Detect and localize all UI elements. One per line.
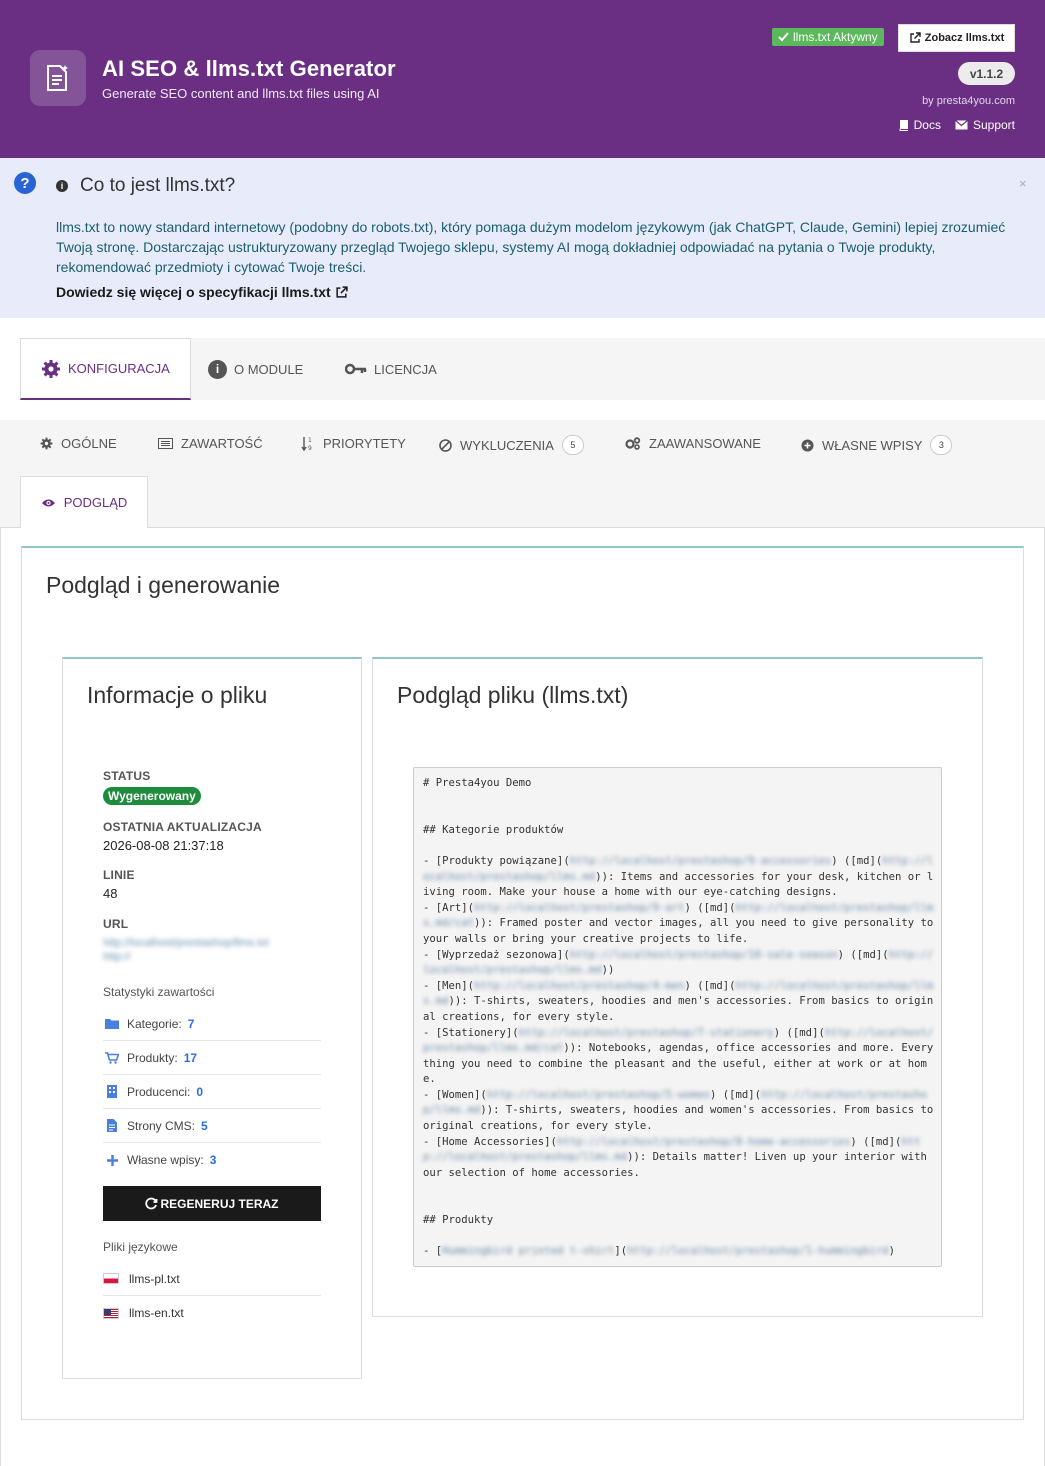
lang-file-en[interactable]	[103, 1296, 321, 1330]
version-badge: v1.1.2	[958, 62, 1015, 85]
llms-active-badge	[772, 28, 884, 46]
document-magic-icon	[44, 63, 72, 93]
regenerate-button[interactable]	[103, 1186, 321, 1221]
stat-produkty	[103, 1041, 321, 1075]
info-icon: i	[56, 180, 68, 192]
app-subtitle: Generate SEO content and llms.txt files using AI	[102, 86, 380, 101]
lines-value: 48	[103, 886, 118, 901]
list-icon	[158, 438, 173, 449]
regenerate-label: REGENERUJ TERAZ	[160, 1196, 279, 1211]
book-icon	[898, 119, 909, 131]
stat-producenci-label: Producenci:	[127, 1084, 191, 1099]
eye-icon	[41, 498, 56, 508]
svg-text:9: 9	[308, 445, 312, 451]
plus-circle-icon	[801, 439, 814, 452]
close-icon[interactable]: ×	[1019, 176, 1027, 191]
info-text: llms.txt to nowy standard internetowy (podobny do robots.txt), który pomaga dużym modelom językowym (jak ChatGPT, Claude, Gemini) lepiej zrozumieć Twoją stronę. Dostarczając ustrukturyzowany przegląd Twojego sklepu, systemy AI mogą dokładniej odpowiadać na pytania o Twoje produkty, rekomendować przedmioty i cytować Twoje treści.	[56, 219, 1006, 275]
cart-icon	[105, 1052, 119, 1064]
refresh-icon	[145, 1197, 158, 1210]
stat-produkty-label: Produkty:	[127, 1050, 178, 1065]
updated-label: OSTATNIA AKTUALIZACJA	[103, 820, 262, 834]
wlasne-wpisy-count: 3	[930, 435, 952, 455]
spec-link-label: Dowiedz się więcej o specyfikacji llms.txt	[56, 284, 331, 300]
tab-konfiguracja-label: KONFIGURACJA	[68, 361, 170, 376]
key-icon	[345, 363, 367, 375]
subtab-wykluczenia[interactable]	[439, 435, 584, 455]
stat-produkty-value: 17	[183, 1050, 198, 1065]
lang-file-pl[interactable]	[103, 1262, 321, 1296]
sub-tabs	[0, 420, 1045, 528]
stats-title: Statystyki zawartości	[103, 985, 215, 999]
file-icon	[107, 1119, 117, 1132]
subtab-zawartosc-label: ZAWARTOŚĆ	[181, 436, 263, 451]
wykluczenia-count: 5	[562, 435, 584, 455]
flag-pl-icon	[103, 1273, 119, 1284]
vendor-byline: by presta4you.com	[922, 95, 1015, 107]
plus-icon	[107, 1155, 118, 1166]
check-icon	[778, 32, 789, 42]
app-title: AI SEO & llms.txt Generator	[102, 56, 396, 81]
envelope-icon	[955, 120, 968, 130]
stat-strony-cms	[103, 1109, 321, 1143]
stat-wlasne-wpisy-label: Własne wpisy:	[127, 1153, 204, 1167]
svg-text:1: 1	[308, 437, 312, 444]
subtab-wlasne-wpisy-label: WŁASNE WPISY	[822, 437, 923, 453]
subtab-priorytety-label: PRIORYTETY	[323, 436, 406, 451]
stat-kategorie-value: 7	[187, 1016, 195, 1031]
lang-files-title: Pliki językowe	[103, 1240, 178, 1254]
app-header	[0, 0, 1045, 158]
subtab-ogolne[interactable]	[40, 436, 117, 451]
app-logo	[30, 50, 86, 106]
url-label: URL	[103, 917, 129, 931]
status-label: STATUS	[103, 769, 151, 783]
llms-active-label: llms.txt Aktywny	[793, 30, 878, 44]
subtab-zaawansowane[interactable]	[625, 436, 761, 451]
gear-icon	[41, 359, 61, 379]
status-badge: Wygenerowany	[103, 787, 201, 805]
subtab-priorytety[interactable]	[301, 436, 406, 451]
support-label: Support	[972, 118, 1015, 132]
panel-title: Podgląd i generowanie	[46, 572, 281, 598]
sort-icon	[301, 436, 315, 451]
docs-label: Docs	[913, 118, 941, 132]
subtab-wlasne-wpisy[interactable]	[801, 435, 952, 455]
main-tabs	[20, 338, 1045, 400]
flag-en-icon	[103, 1308, 119, 1319]
subtab-podglad[interactable]	[20, 476, 148, 528]
stat-producenci	[103, 1075, 321, 1109]
external-link-icon	[909, 32, 921, 44]
building-icon	[107, 1085, 117, 1098]
updated-value: 2026-08-08 21:37:18	[103, 838, 224, 853]
stat-wlasne-wpisy	[103, 1143, 321, 1177]
lang-file-en-name: llms-en.txt	[129, 1306, 184, 1320]
folder-icon	[105, 1018, 119, 1029]
subtab-wykluczenia-label: WYKLUCZENIA	[460, 437, 554, 453]
lang-file-pl-name: llms-pl.txt	[129, 1271, 180, 1286]
gear-icon	[40, 437, 53, 450]
info-icon: i	[208, 360, 227, 379]
llms-preview-code[interactable]	[413, 767, 942, 1267]
tab-konfiguracja[interactable]	[20, 338, 191, 400]
subtab-podglad-label: PODGLĄD	[63, 495, 128, 510]
file-preview-title: Podgląd pliku (llms.txt)	[397, 682, 629, 708]
file-info-title: Informacje o pliku	[87, 682, 268, 708]
tab-o-module-label: O MODULE	[234, 361, 304, 377]
llms-preview-text: # Presta4you Demo ## Kategorie produktów - [Produkty powiązane](http://localhost/prestashop/9-accessories) ([md](http://localhost/prestashop/llms.md)): Items and accessories for your desk, kitchen or living room. Make your house a home with our eye-catching designs. - [Art](http://localhost/prestashop/9-art) ([md](http://localhost/prestashop/llms.md/cat)): Framed poster and vector images, all you need to give personality to your walls or bring your creative projects to life. - [Wyprzedaż sezonowa](http://localhost/prestashop/10-sale-season) ([md](http://localhost/prestashop/llms.md)) - [Men](http://localhost/prestashop/4-men) ([md](http://localhost/prestashop/llms.md)): T-shirts, sweaters, hoodies and men's accessories. From basics to original creations, for every style. - [Stationery](http://localhost/prestashop/7-stationery) ([md](http://localhost/prestashop/llms.md/cat)): Notebooks, agendas, office accessories and more. Everything you need to combine the pleasant and the useful, either at work or at home. - [Women](http://localhost/prestashop/5-women) ([md](http://localhost/prestashop/llms.md)): T-shirts, sweaters, hoodies and women's accessories. From basics to original creations, for every style. - [Home Accessories](http://localhost/prestashop/8-home-accessories) ([md](http://localhost/prestashop/llms.md)): Details matter! Liven up your interior with our selection of home accessories. ## Produkty - [Hummingbird printed t-shirt](http://localhost/prestashop/1-hummingbird)	[423, 777, 934, 1257]
support-link[interactable]	[955, 118, 1015, 132]
stat-kategorie	[103, 1007, 321, 1041]
view-llms-label: Zobacz llms.txt	[924, 32, 1005, 44]
spec-link[interactable]	[56, 284, 348, 300]
url-value-redacted[interactable]: http://localhost/prestashop/llms.txt http://	[103, 937, 269, 963]
external-link-icon	[335, 286, 348, 299]
subtab-zawartosc[interactable]	[158, 436, 263, 451]
subtab-zaawansowane-label: ZAAWANSOWANE	[649, 436, 761, 451]
ban-icon	[439, 439, 452, 452]
subtab-ogolne-label: OGÓLNE	[61, 436, 117, 451]
tab-licencja-label: LICENCJA	[374, 361, 437, 377]
tab-o-module[interactable]	[208, 338, 303, 400]
stat-strony-cms-label: Strony CMS:	[127, 1118, 196, 1133]
view-llms-button[interactable]	[898, 24, 1015, 52]
stat-kategorie-label: Kategorie:	[127, 1016, 182, 1031]
stat-strony-cms-value: 5	[201, 1118, 208, 1133]
lines-label: LINIE	[103, 868, 135, 882]
question-circle-icon: ?	[14, 172, 36, 194]
stat-wlasne-wpisy-value: 3	[209, 1153, 217, 1167]
cogs-icon	[625, 437, 641, 450]
tab-licencja[interactable]	[345, 338, 437, 400]
info-title: Co to jest llms.txt?	[80, 175, 236, 196]
stat-producenci-value: 0	[196, 1084, 204, 1099]
docs-link[interactable]	[898, 118, 941, 132]
